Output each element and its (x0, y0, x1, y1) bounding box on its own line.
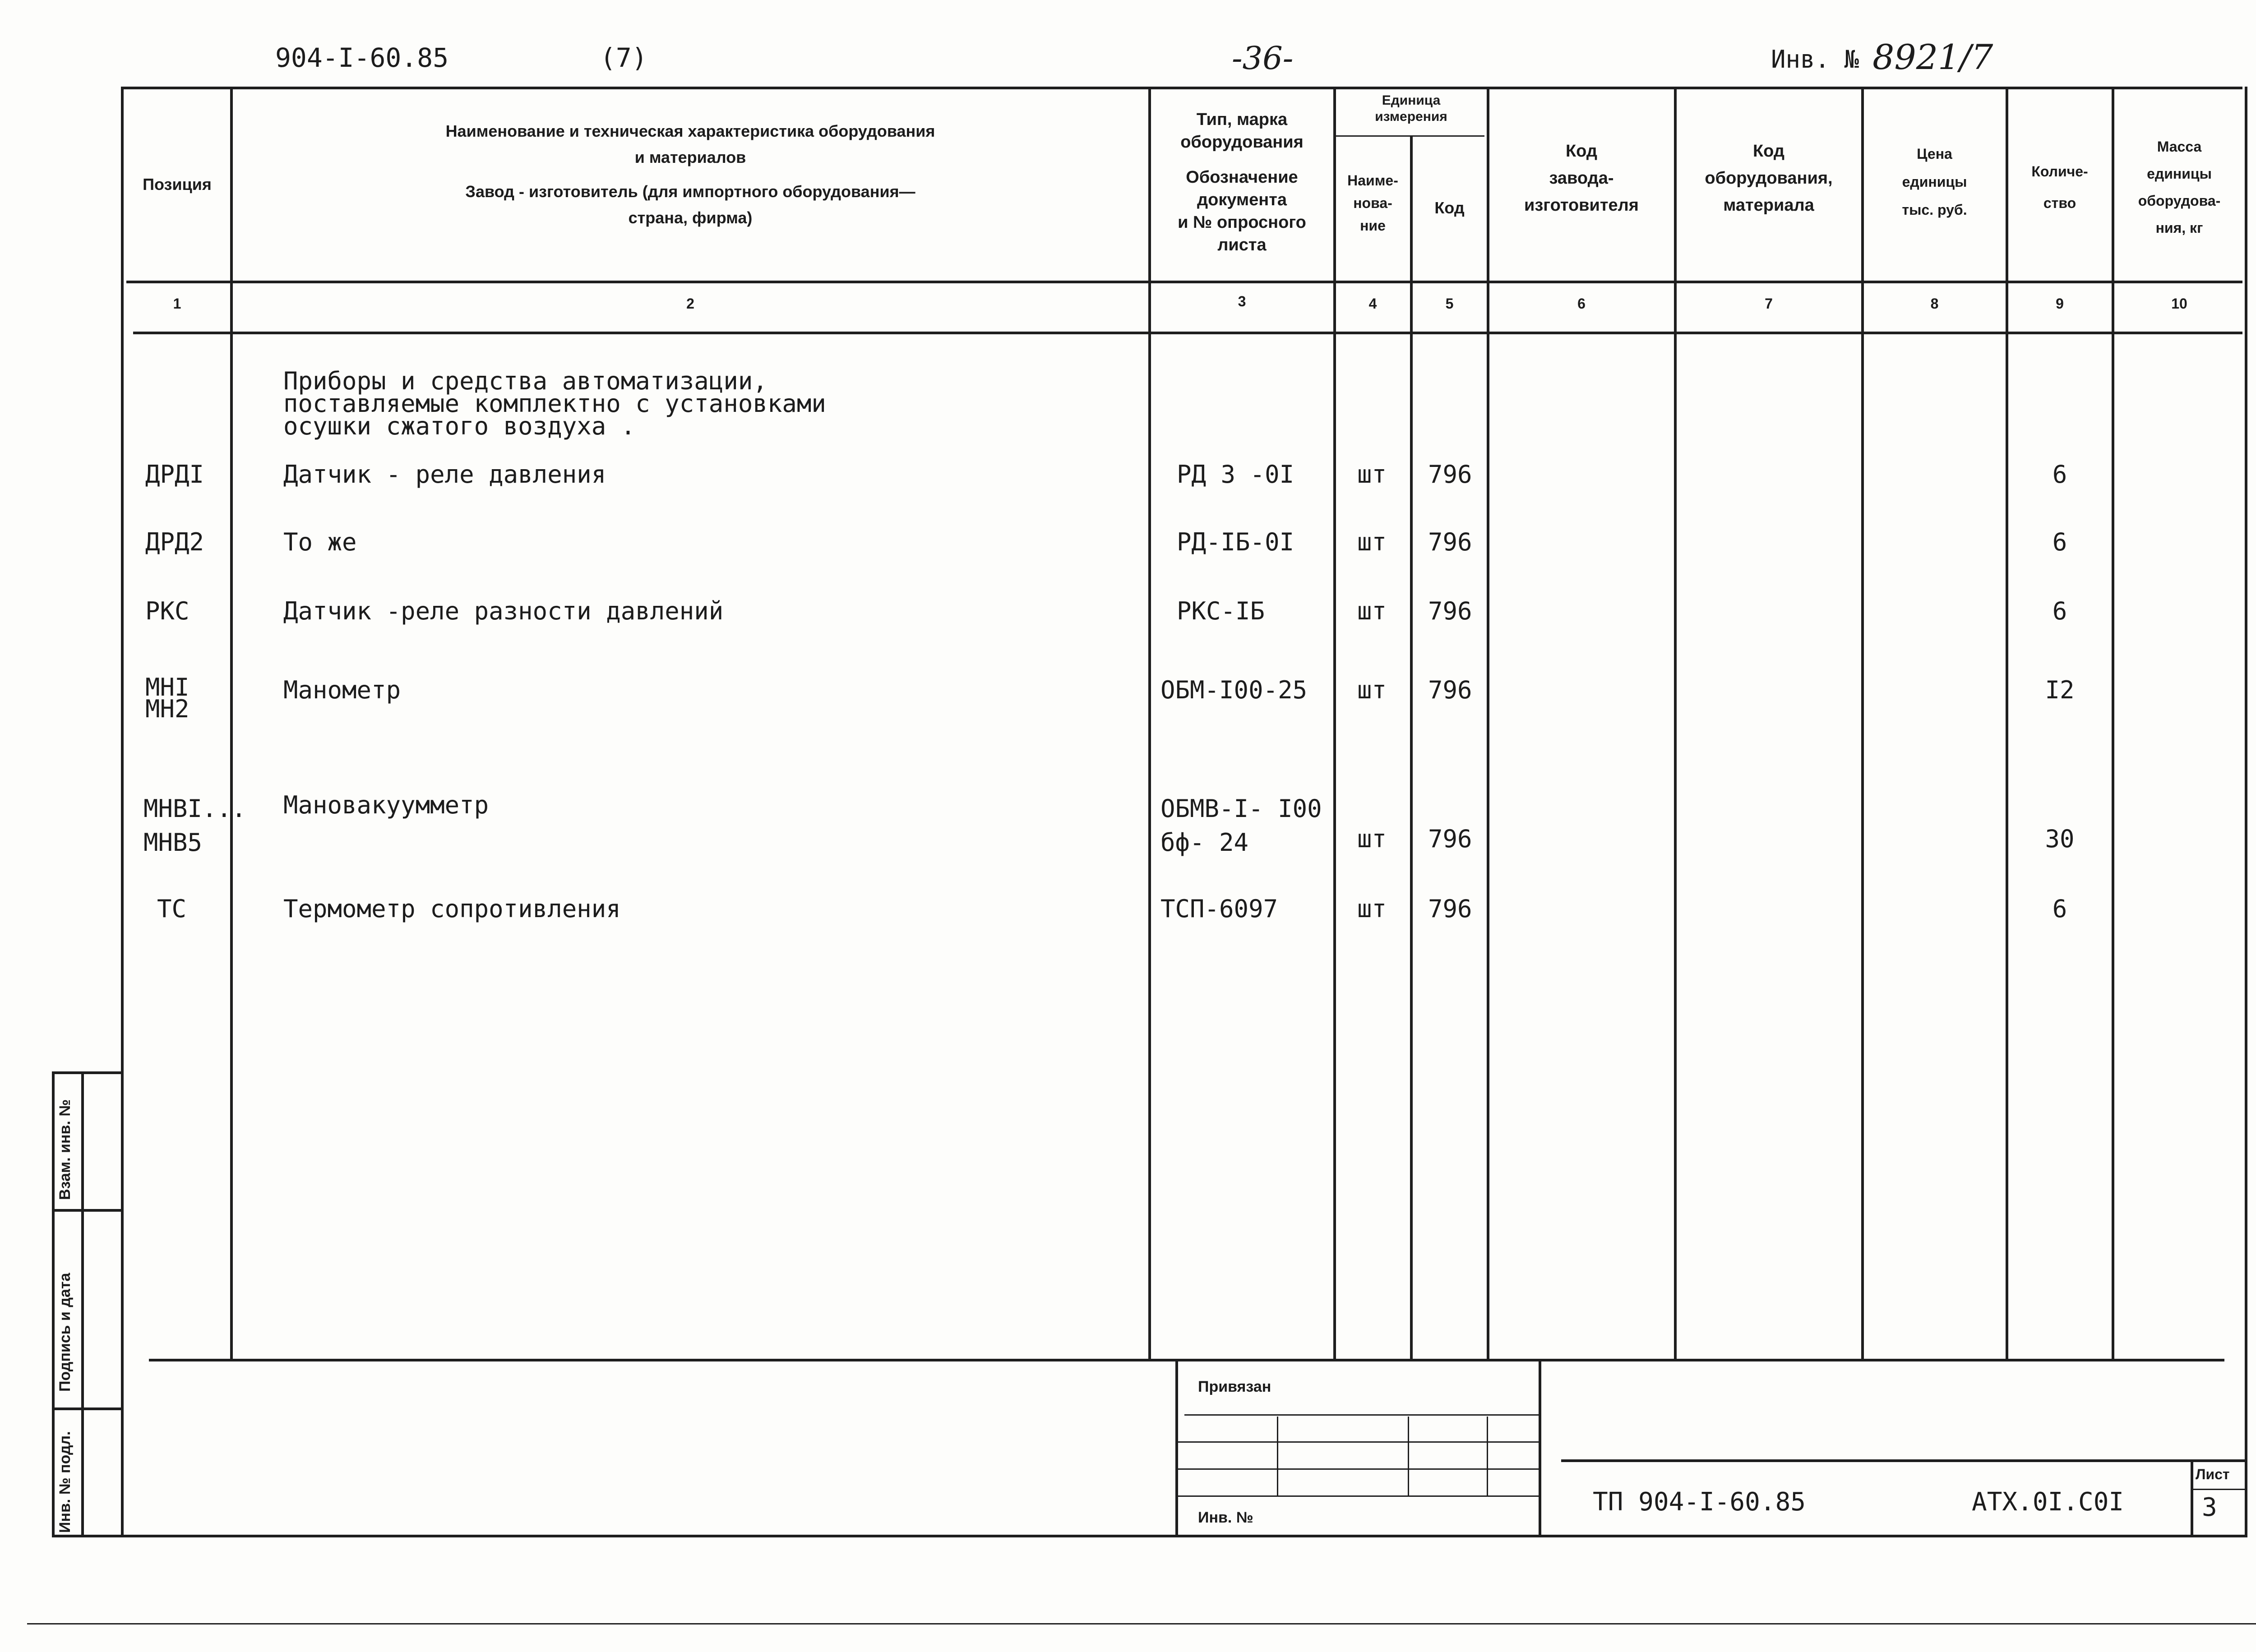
sheet-number: 3 (2202, 1493, 2217, 1522)
frame-bottom-line (52, 1535, 2247, 1537)
bound-col-1 (1277, 1417, 1278, 1495)
row-unit-code: 796 (1428, 460, 1472, 489)
sheet-cell-left (2191, 1459, 2193, 1535)
header-position: Позиция (143, 175, 212, 194)
side-stamp-inv-orig: Инв. № подл. (56, 1431, 74, 1533)
sheet-label: Лист (2196, 1466, 2230, 1482)
row-position: МНВI... МНВ5 (143, 794, 246, 857)
row-quantity: 6 (2052, 460, 2067, 489)
row-type: ОБМВ-I- I00 бф- 24 (1160, 794, 1322, 857)
frame-right-line (2245, 87, 2247, 1535)
row-type: РД 3 -0I (1177, 460, 1294, 489)
sheet-note: (7) (600, 42, 647, 73)
bound-label: Привязан (1198, 1378, 1271, 1395)
row-quantity: 6 (2052, 895, 2067, 923)
col-divider-6 (1674, 87, 1677, 1359)
col-divider-3 (1333, 87, 1336, 1359)
row-name: Датчик - реле давления (283, 460, 606, 489)
page-number: -36- (1232, 40, 1294, 77)
row-type: ТСП-6097 (1160, 895, 1278, 923)
outer-bottom-line (27, 1623, 2256, 1624)
side-stamp-divider-2 (52, 1407, 123, 1410)
side-stamp-outer-line (52, 1071, 55, 1536)
inv-no-label: Инв. № (1198, 1509, 1253, 1526)
header-unit-group: Единица измерения (1375, 93, 1447, 124)
row-unit-code: 796 (1428, 676, 1472, 704)
row-unit-code: 796 (1428, 895, 1472, 923)
title-block-mid (1539, 1359, 1541, 1535)
designation-row-top (1561, 1459, 2245, 1462)
designation-code: АТХ.0I.С0I (1972, 1487, 2124, 1517)
header-type: Тип, марка оборудования Обозначение документа и № опросного листа (1178, 110, 1306, 254)
header-quantity: Количе- ство (2031, 163, 2088, 211)
colnum-1: 1 (173, 295, 181, 312)
colnum-8: 8 (1930, 295, 1939, 312)
side-stamp-inner-line (81, 1071, 84, 1536)
row-quantity: I2 (2045, 676, 2075, 704)
side-stamp-top (52, 1071, 123, 1074)
bound-row-line-4 (1178, 1495, 1539, 1497)
side-stamp-sign-date: Подпись и дата (56, 1273, 74, 1392)
row-name: Датчик -реле разности давлений (283, 597, 724, 625)
side-stamp-replace-inv: Взам. инв. № (56, 1099, 74, 1200)
bound-row-line-3 (1178, 1468, 1539, 1470)
frame-top-line (122, 87, 2242, 89)
col-divider-2 (1148, 87, 1151, 1359)
title-block-left (1175, 1359, 1178, 1535)
colnum-7: 7 (1765, 295, 1773, 312)
sheet-cell-divider (2191, 1489, 2245, 1490)
row-unit-code: 796 (1428, 528, 1472, 556)
inv-label: Инв. № (1771, 45, 1859, 74)
bound-col-3 (1487, 1417, 1488, 1495)
section-title: Приборы и средства автоматизации, поставляемые комплектно с установками осушки сжатого воздуха . (283, 367, 826, 440)
inv-number: 8921/7 (1872, 37, 1993, 77)
bound-row-line-2 (1178, 1441, 1539, 1443)
row-position: ДРДI (145, 460, 204, 489)
row-unit: шт (1357, 528, 1387, 556)
row-unit: шт (1357, 825, 1387, 853)
row-name: Мановакуумметр (283, 791, 489, 819)
colnum-5: 5 (1445, 295, 1454, 312)
colnum-2: 2 (686, 295, 694, 312)
row-unit: шт (1357, 597, 1387, 625)
row-type: РД-IБ-0I (1177, 528, 1294, 556)
col-divider-1 (230, 87, 233, 1359)
header-price: Цена единицы тыс. руб. (1902, 146, 1967, 218)
column-numbers-bottom-line (133, 332, 2242, 334)
row-name: То же (283, 528, 357, 556)
row-quantity: 6 (2052, 528, 2067, 556)
row-unit: шт (1357, 676, 1387, 704)
col-divider-7 (1861, 87, 1864, 1359)
row-unit-code: 796 (1428, 825, 1472, 853)
row-unit: шт (1357, 895, 1387, 923)
bound-col-2 (1408, 1417, 1409, 1495)
row-quantity: 30 (2045, 825, 2075, 853)
col-divider-8 (2006, 87, 2008, 1359)
col-divider-5 (1487, 87, 1489, 1359)
row-position: ТС (157, 895, 187, 923)
frame-left-line (121, 87, 124, 1535)
header-mass: Масса единицы оборудова- ния, кг (2138, 138, 2221, 236)
col-divider-9 (2112, 87, 2114, 1359)
col-divider-4 (1410, 135, 1413, 1359)
row-name: Манометр (283, 676, 401, 704)
row-unit-code: 796 (1428, 597, 1472, 625)
row-position: МНI МН2 (145, 673, 190, 723)
colnum-6: 6 (1577, 295, 1586, 312)
colnum-4: 4 (1368, 295, 1377, 312)
row-quantity: 6 (2052, 597, 2067, 625)
side-stamp-divider-1 (52, 1209, 123, 1212)
header-unit-name: Наиме- нова- ние (1347, 172, 1398, 234)
colnum-10: 10 (2171, 295, 2187, 312)
doc-code: 904-I-60.85 (275, 42, 449, 73)
header-plant-code: Код завода- изготовителя (1524, 142, 1639, 215)
row-type: РКС-IБ (1177, 597, 1265, 625)
row-position: РКС (145, 597, 190, 625)
header-name: Наименование и техническая характеристика оборудования и материалов Завод - изготовитель (для импортного оборудования— страна, фирма) (445, 122, 935, 227)
row-unit: шт (1357, 460, 1387, 489)
row-name: Термометр сопротивления (283, 895, 621, 923)
bound-row-line-1 (1184, 1414, 1539, 1416)
header-bottom-line (126, 281, 2242, 283)
colnum-9: 9 (2056, 295, 2064, 312)
header-equipment-code: Код оборудования, материала (1705, 142, 1833, 215)
row-position: ДРД2 (145, 528, 204, 556)
colnum-3: 3 (1238, 293, 1246, 309)
title-block-top (149, 1359, 2224, 1361)
project-code: ТП 904-I-60.85 (1593, 1487, 1806, 1517)
row-type: ОБМ-I00-25 (1160, 676, 1308, 704)
header-unit-code: Код (1434, 198, 1465, 217)
